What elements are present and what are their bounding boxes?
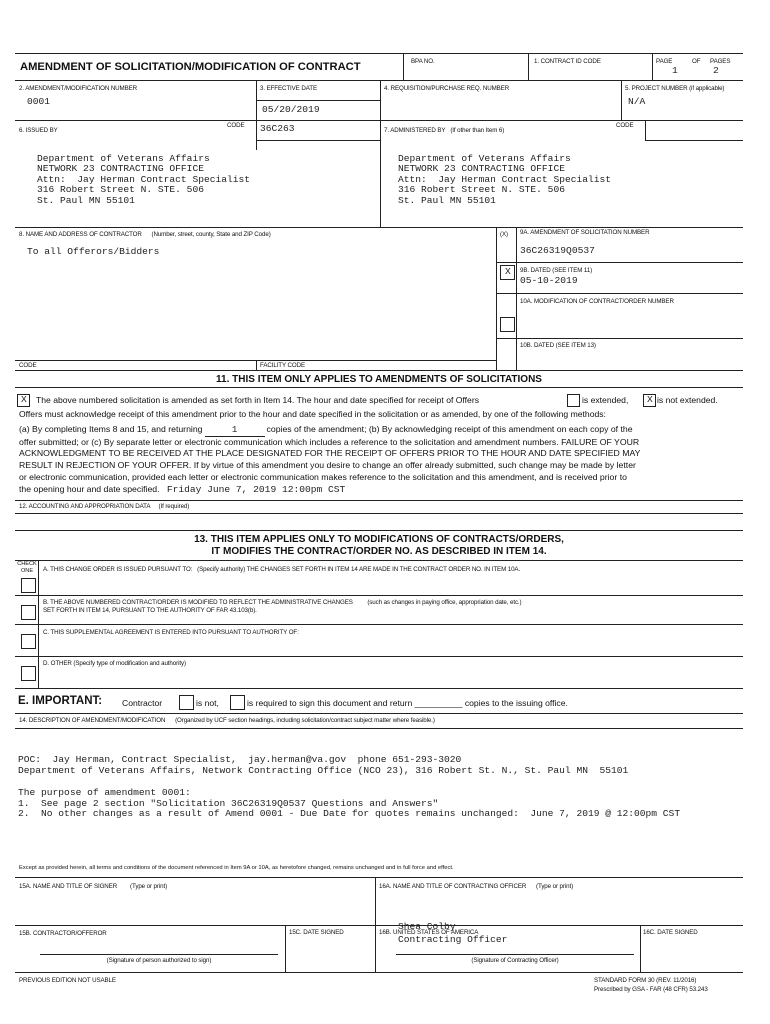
check-10[interactable] bbox=[500, 317, 515, 332]
administered-by-address: Department of Veterans Affairs NETWORK 23 CONTRACTING OFFICE Attn: Jay Herman Contract Specialist 316 Robert Street N. STE. 506 St. Paul MN 55101 bbox=[398, 152, 612, 206]
usa-label: 16B. UNITED STATES OF AMERICA bbox=[379, 929, 479, 936]
date16c-div bbox=[640, 925, 641, 972]
item14-poc: POC: Jay Herman, Contract Specialist, jay.herman@va.gov phone 651-293-3020 Department of Veterans Affairs, Network Contracting Office (NCO 23), 316 Robert St. N., St. Paul MN 55101 bbox=[18, 754, 629, 776]
amend-sol-value: 36C26319Q0537 bbox=[520, 245, 595, 256]
check-9[interactable]: X bbox=[500, 265, 515, 280]
item13b-label1: B. THE ABOVE NUMBERED CONTRACT/ORDER IS MODIFIED TO REFLECT THE ADMINISTRATIVE CHANGES (such as changes in paying office, appropriation date, etc.) bbox=[43, 599, 522, 606]
important-bottom bbox=[15, 713, 743, 714]
extended-label: is extended, bbox=[582, 395, 629, 405]
pages-value: 2 bbox=[713, 65, 719, 76]
issued-by-address: Department of Veterans Affairs NETWORK 23 CONTRACTING OFFICE Attn: Jay Herman Contract Specialist 316 Robert Street N. STE. 506 St. Paul MN 55101 bbox=[37, 152, 251, 206]
check-not-extended[interactable]: X bbox=[643, 394, 656, 407]
item13a-bottom bbox=[15, 595, 743, 596]
contract-id-label: 1. CONTRACT ID CODE bbox=[534, 58, 601, 65]
item13d-bottom bbox=[15, 688, 743, 689]
item11-line1: The above numbered solicitation is amended as set forth in Item 14. The hour and date specified for receipt of Offers bbox=[36, 395, 479, 405]
header-div-3 bbox=[652, 53, 653, 80]
sig-person-caption: (Signature of person authorized to sign) bbox=[106, 957, 212, 964]
item12-label: 12. ACCOUNTING AND APPROPRIATION DATA (If required) bbox=[19, 503, 190, 510]
important-contractor: Contractor bbox=[122, 698, 163, 708]
x-col-right bbox=[516, 227, 517, 370]
row2-div-2 bbox=[380, 80, 381, 227]
prescribed-by: Prescribed by GSA - FAR (48 CFR) 53.243 bbox=[594, 986, 708, 993]
item14-label: 14. DESCRIPTION OF AMENDMENT/MODIFICATION (Organized by UCF section headings, including solicitation/contract subject matter where feasible.) bbox=[19, 717, 435, 724]
eff-date-label: 3. EFFECTIVE DATE bbox=[260, 85, 317, 92]
contractor-value: To all Offerors/Bidders bbox=[27, 246, 160, 257]
amend-number-value: 0001 bbox=[27, 96, 51, 107]
item13c-bottom bbox=[15, 656, 743, 657]
item13b-bottom bbox=[15, 624, 743, 625]
date15c-div bbox=[285, 925, 286, 972]
top-rule bbox=[15, 53, 743, 54]
eff-date-value: 05/20/2019 bbox=[262, 104, 320, 115]
issued-code-label: CODE bbox=[227, 122, 245, 129]
row10a-bottom bbox=[496, 338, 743, 339]
item12-bottom bbox=[15, 513, 743, 514]
item13b-label2: SET FORTH IN ITEM 14, PURSUANT TO THE AUTHORITY OF FAR 43.103(b). bbox=[43, 607, 257, 614]
page-value: 1 bbox=[672, 65, 678, 76]
item11-title: 11. THIS ITEM ONLY APPLIES TO AMENDMENTS OF SOLICITATIONS bbox=[216, 374, 542, 385]
important-is-not: is not, bbox=[196, 698, 219, 708]
contractor-label: 8. NAME AND ADDRESS OF CONTRACTOR (Number, street, county, State and ZIP Code) bbox=[19, 231, 271, 238]
not-extended-label: is not extended. bbox=[657, 395, 718, 405]
admin-code-label: CODE bbox=[616, 122, 634, 129]
dated-9b-value: 05-10-2019 bbox=[520, 275, 578, 286]
bottom-rule bbox=[15, 972, 743, 973]
bpa-label: BPA NO. bbox=[411, 58, 435, 65]
amend-number-label: 2. AMENDMENT/MODIFICATION NUMBER bbox=[19, 85, 138, 92]
code-label: CODE bbox=[19, 362, 37, 369]
eff-date-split bbox=[256, 100, 380, 101]
officer-label: 16A. NAME AND TITLE OF CONTRACTING OFFICER (Type or print) bbox=[379, 883, 574, 890]
admin-by-label: 7. ADMINISTERED BY (If other than Item 6) bbox=[384, 127, 505, 134]
dated-9b-label: 9B. DATED (SEE ITEM 11) bbox=[520, 267, 593, 274]
signer-label: 15A. NAME AND TITLE OF SIGNER (Type or print) bbox=[19, 883, 168, 890]
row9a-bottom bbox=[496, 262, 743, 263]
item13-title: 13. THIS ITEM APPLIES ONLY TO MODIFICATIONS OF CONTRACTS/ORDERS, IT MODIFIES THE CONTRACT/ORDER NO. AS DESCRIBED IN ITEM 14. bbox=[194, 534, 564, 557]
sig-line-15 bbox=[40, 954, 278, 955]
item13-top bbox=[15, 530, 743, 531]
item13c-label: C. THIS SUPPLEMENTAL AGREEMENT IS ENTERED INTO PURSUANT TO AUTHORITY OF: bbox=[43, 629, 299, 636]
issued-code-value: 36C263 bbox=[260, 123, 295, 134]
code6-bottom bbox=[256, 140, 380, 141]
item11-top bbox=[15, 370, 743, 371]
project-number-label: 5. PROJECT NUMBER (if applicable) bbox=[625, 85, 725, 92]
check-is-required[interactable] bbox=[230, 695, 245, 710]
item13-title-bottom bbox=[15, 560, 743, 561]
item14-purpose: The purpose of amendment 0001: 1. See page 2 section "Solicitation 36C26319Q0537 Questions and Answers" 2. No other changes as a result of Amend 0001 - Due Date for quotes remains unchanged: June 7, 2019 @ 12:00pm CST bbox=[18, 787, 681, 820]
date-signed-16c: 16C. DATE SIGNED bbox=[643, 929, 698, 936]
item11-body: (a) By completing Items 8 and 15, and returning 1 copies of the amendment; (b) By acknowledging receipt of this amendment on each copy of the offer submitted; or (c) By separate letter or electronic communication which includes a reference to the solicitation and amendment numbers. FAILURE OF YOUR ACKNOWLEDGMENT TO BE RECEIVED AT THE PLACE DESIGNATED FOR THE RECEIPT OF OFFERS PRIOR TO THE HOUR AND DATE SPECIFIED MAY RESULT IN REJECTION OF YOUR OFFER. If by virtue of this amendment you desire to change an offer already submitted, such change may be made by letter or electronic communication, provided each letter or electronic communication makes reference to the solicitation and this amendment, and is received prior to the opening hour and date specified. Friday June 7, 2019 12:00pm CST bbox=[19, 424, 641, 495]
row2-top bbox=[15, 80, 743, 81]
item13a-label: A. THIS CHANGE ORDER IS ISSUED PURSUANT TO: (Specify authority) THE CHANGES SET FORTH IN ITEM 14 ARE MADE IN THE CONTRACT ORDER NO. IN ITEM 10A. bbox=[43, 566, 521, 573]
officer-name-title: Shea Colby Contracting Officer bbox=[398, 921, 508, 945]
item13d-label: D. OTHER (Specify type of modification and authority) bbox=[43, 660, 186, 667]
row9b-bottom bbox=[496, 293, 743, 294]
page-label: PAGE bbox=[656, 58, 673, 65]
item11-line2: Offers must acknowledge receipt of this amendment prior to the hour and date specified in the solicitation or as amended, by one of the following methods: bbox=[19, 409, 606, 419]
code-div-6 bbox=[256, 120, 257, 140]
mod-10a-label: 10A. MODIFICATION OF CONTRACT/ORDER NUMBER bbox=[520, 298, 674, 305]
row8-top bbox=[15, 227, 743, 228]
contractor-offeror-label: 15B. CONTRACTOR/OFFEROR bbox=[19, 930, 107, 937]
row6-top bbox=[15, 120, 743, 121]
except-text: Except as provided herein, all terms and conditions of the document referenced in Item 9A or 10A, as heretofore changed, remains unchanged and in full force and effect. bbox=[19, 865, 454, 871]
code-div-7 bbox=[645, 120, 646, 140]
check-13d[interactable] bbox=[21, 666, 36, 681]
pages-label: PAGES bbox=[710, 58, 731, 65]
dated-10b-label: 10B. DATED (SEE ITEM 13) bbox=[520, 342, 596, 349]
check-is-not[interactable] bbox=[179, 695, 194, 710]
sig-officer-caption: (Signature of Contracting Officer) bbox=[471, 957, 559, 964]
check-13a[interactable] bbox=[21, 578, 36, 593]
of-label: OF bbox=[692, 58, 701, 65]
amend-sol-label: 9A. AMENDMENT OF SOLICITATION NUMBER bbox=[520, 229, 650, 236]
important-label: E. IMPORTANT: bbox=[18, 695, 103, 707]
project-number-value: N/A bbox=[628, 96, 646, 107]
check-one-label: CHECK ONE bbox=[17, 561, 37, 574]
header-div-2 bbox=[528, 53, 529, 80]
x-col-left bbox=[496, 227, 497, 370]
item14-label-bottom bbox=[15, 728, 743, 729]
check-13b[interactable] bbox=[21, 605, 36, 620]
req-number-label: 4. REQUISITION/PURCHASE REQ. NUMBER bbox=[384, 85, 510, 92]
check-13c[interactable] bbox=[21, 634, 36, 649]
sign-row-mid bbox=[15, 925, 743, 926]
item12-top bbox=[15, 500, 743, 501]
form-title: AMENDMENT OF SOLICITATION/MODIFICATION OF CONTRACT bbox=[20, 61, 361, 73]
date-signed-15c: 15C. DATE SIGNED bbox=[289, 929, 344, 936]
header-div-1 bbox=[403, 53, 404, 80]
facility-div bbox=[256, 360, 257, 370]
x-col-label: (X) bbox=[500, 231, 508, 238]
important-is-required: is required to sign this document and return __________ copies to the issuing office. bbox=[247, 698, 568, 708]
item11-title-bottom bbox=[15, 387, 743, 388]
issued-by-label: 6. ISSUED BY bbox=[19, 127, 58, 134]
check-amended[interactable]: X bbox=[17, 394, 30, 407]
code7-bottom bbox=[645, 140, 743, 141]
facility-code-label: FACILITY CODE bbox=[260, 362, 306, 369]
standard-form: STANDARD FORM 30 (REV. 11/2016) bbox=[594, 977, 697, 984]
previous-edition: PREVIOUS EDITION NOT USABLE bbox=[19, 977, 116, 984]
row2-div-3 bbox=[621, 80, 622, 120]
check-extended[interactable] bbox=[567, 394, 580, 407]
except-bottom bbox=[15, 877, 743, 878]
